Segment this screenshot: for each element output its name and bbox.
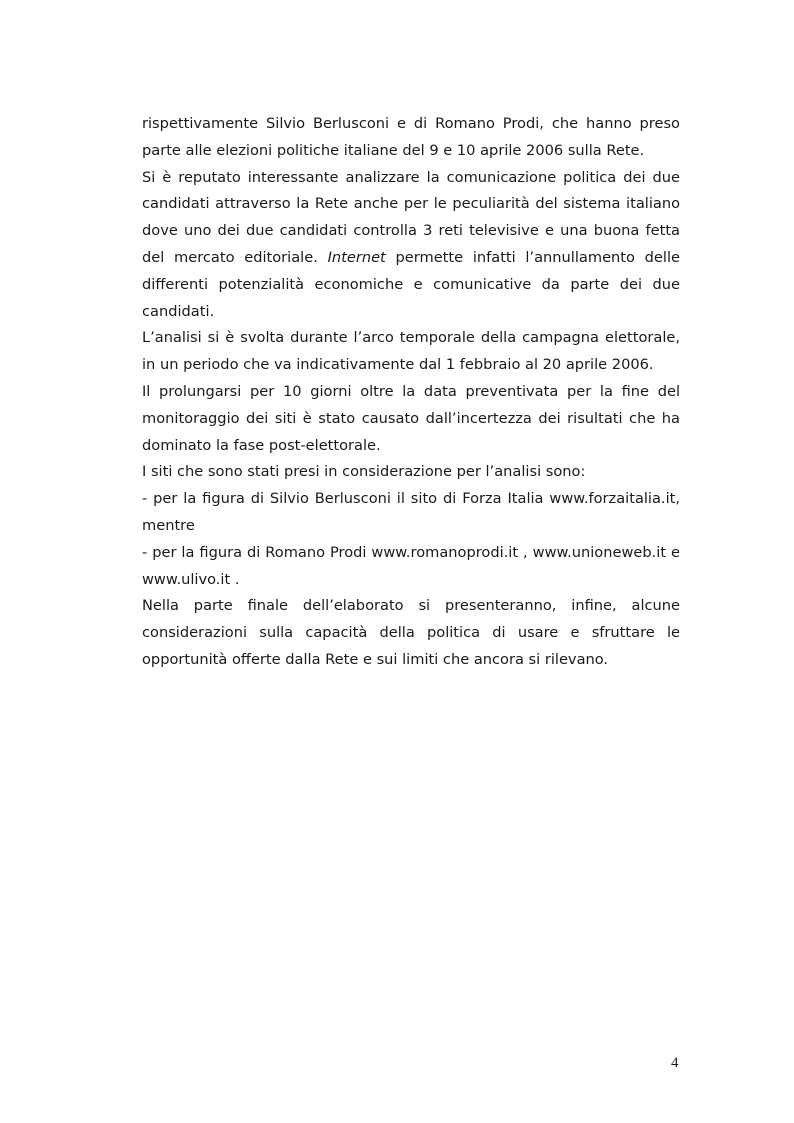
- paragraph-time-frame: L’analisi si è svolta durante l’arco temporale della campagna elettorale, in un periodo che va indicativamente dal 1 febbraio al 20 aprile 2006.: [142, 329, 680, 374]
- list-item-prodi-sites: - per la figura di Romano Prodi www.romanoprodi.it , www.unioneweb.it e www.ulivo.it .: [142, 543, 680, 588]
- body-text: [142, 111, 680, 674]
- paragraph-extension: Il prolungarsi per 10 giorni oltre la data preventivata per la fine del monitoraggio dei siti è stato causato dall’incertezza dei risultati che ha dominato la fase post-elettorale.: [142, 382, 680, 454]
- paragraph-sites-intro: I siti che sono stati presi in considerazione per l’analisi sono:: [142, 463, 586, 481]
- list-item-berlusconi-site: - per la figura di Silvio Berlusconi il sito di Forza Italia www.forzaitalia.it, mentre: [142, 490, 680, 534]
- page-number: 4: [671, 1055, 679, 1071]
- paragraph-italian-system-part1: Si è reputato interessante analizzare la comunicazione politica dei due candidati attraverso la Rete anche per le peculiarità del sistema italiano dove uno dei due candidati controlla 3 reti televisive e una buona fetta del mercato editoriale.: [142, 168, 680, 266]
- paragraph-candidates-intro: rispettivamente Silvio Berlusconi e di Romano Prodi, che hanno preso parte alle elezioni politiche italiane del 9 e 10 aprile 2006 sulla Rete.: [142, 115, 680, 159]
- internet-italic-term: Internet: [327, 248, 386, 266]
- paragraph-italian-system-part2: permette infatti l’annullamento delle differenti potenzialità economiche e comunicative da parte dei due candidati.: [142, 248, 680, 320]
- paragraph-conclusion: Nella parte finale dell’elaborato si presenteranno, infine, alcune considerazioni sulla capacità della politica di usare e sfruttare le opportunità offerte dalla Rete e sui limiti che ancora si rilevano.: [142, 597, 680, 668]
- paragraph-italian-system: [142, 165, 680, 326]
